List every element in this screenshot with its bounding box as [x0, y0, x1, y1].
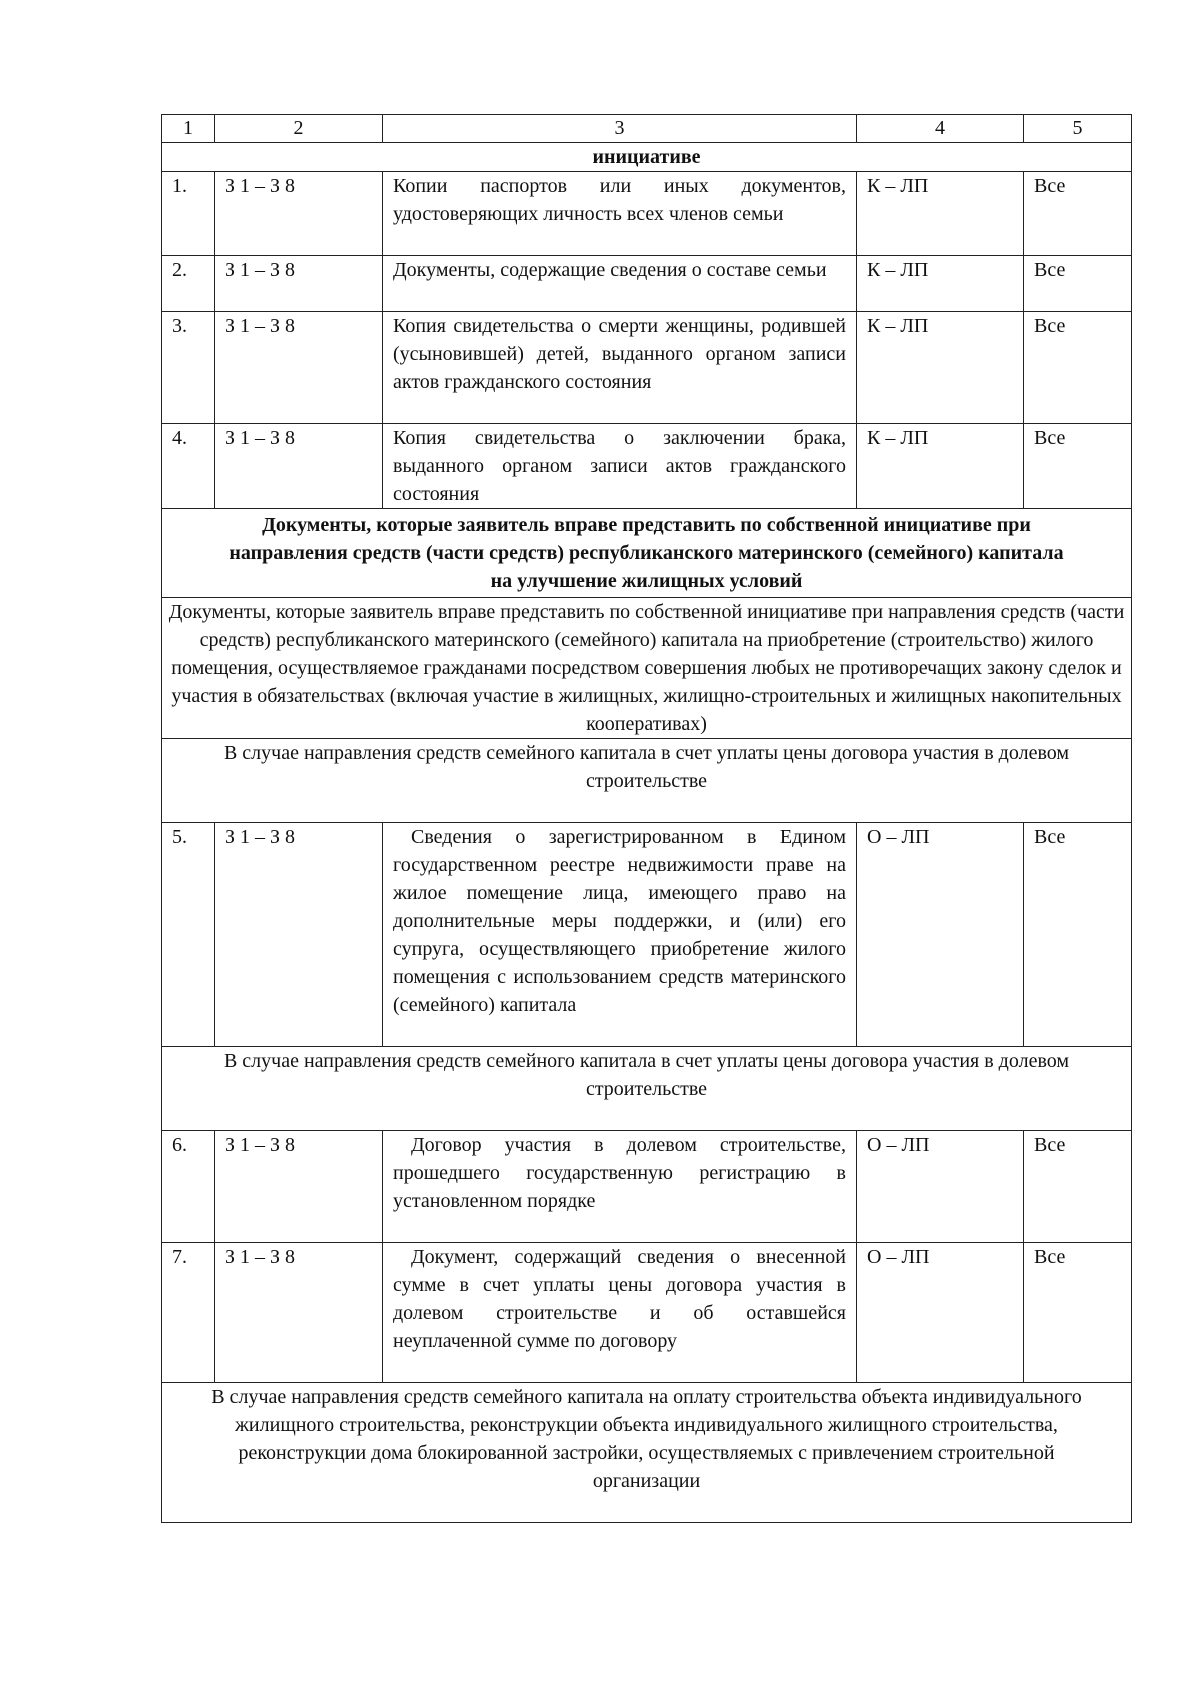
- row-type: К – ЛП: [857, 312, 1024, 424]
- row-type: О – ЛП: [857, 1243, 1024, 1383]
- table-row: [162, 1131, 1132, 1243]
- row-type: К – ЛП: [857, 256, 1024, 312]
- row-code: З 1 – З 8: [215, 823, 383, 1047]
- column-header-row: [162, 115, 1132, 143]
- row-applicants: Все: [1024, 823, 1132, 1047]
- section-row: [162, 739, 1132, 823]
- section-row: [162, 143, 1132, 172]
- column-header: 4: [857, 115, 1024, 143]
- row-applicants: Все: [1024, 1243, 1132, 1383]
- section-row: [162, 1383, 1132, 1523]
- row-code: З 1 – З 8: [215, 424, 383, 509]
- row-number: 1.: [162, 172, 215, 256]
- row-description: Сведения о зарегистрированном в Едином государственном реестре недвижимости праве на жилое помещение лица, имеющего право на дополнительные меры поддержки, и (или) его супруга, осуществляющего приобретение жилого помещения с использованием средств материнского (семейного) капитала: [383, 823, 857, 1047]
- document-table: [161, 114, 1132, 1523]
- section-subheading: В случае направления средств семейного капитала в счет уплаты цены договора участия в долевом строительстве: [162, 739, 1132, 823]
- row-number: 7.: [162, 1243, 215, 1383]
- row-description: Документ, содержащий сведения о внесенной сумме в счет уплаты цены договора участия в долевом строительстве и об оставшейся неуплаченной сумме по договору: [383, 1243, 857, 1383]
- table-row: [162, 823, 1132, 1047]
- row-applicants: Все: [1024, 256, 1132, 312]
- table-row: [162, 256, 1132, 312]
- row-code: З 1 – З 8: [215, 1131, 383, 1243]
- table-row: [162, 424, 1132, 509]
- row-code: З 1 – З 8: [215, 256, 383, 312]
- row-number: 3.: [162, 312, 215, 424]
- row-code: З 1 – З 8: [215, 312, 383, 424]
- row-applicants: Все: [1024, 1131, 1132, 1243]
- row-description: Договор участия в долевом строительстве, прошедшего государственную регистрацию в установленном порядке: [383, 1131, 857, 1243]
- column-header: 2: [215, 115, 383, 143]
- column-header: 3: [383, 115, 857, 143]
- row-description: Копии паспортов или иных документов, удостоверяющих личность всех членов семьи: [383, 172, 857, 256]
- table-row: [162, 172, 1132, 256]
- row-description: Копия свидетельства о смерти женщины, родившей (усыновившей) детей, выданного органом записи актов гражданского состояния: [383, 312, 857, 424]
- column-header: 5: [1024, 115, 1132, 143]
- row-applicants: Все: [1024, 172, 1132, 256]
- row-description: Документы, содержащие сведения о составе семьи: [383, 256, 857, 312]
- row-applicants: Все: [1024, 312, 1132, 424]
- section-row: [162, 509, 1132, 598]
- table-row: [162, 312, 1132, 424]
- row-type: О – ЛП: [857, 1131, 1024, 1243]
- section-row: [162, 1047, 1132, 1131]
- section-heading: Документы, которые заявитель вправе представить по собственной инициативе при направления средств (части средств) республиканского материнского (семейного) капитала на улучшение жилищных условий: [162, 509, 1132, 598]
- row-description: Копия свидетельства о заключении брака, выданного органом записи актов гражданского состояния: [383, 424, 857, 509]
- section-subheading: В случае направления средств семейного капитала в счет уплаты цены договора участия в долевом строительстве: [162, 1047, 1132, 1131]
- section-heading: инициативе: [162, 143, 1132, 172]
- section-row: [162, 598, 1132, 739]
- table-row: [162, 1243, 1132, 1383]
- row-code: З 1 – З 8: [215, 1243, 383, 1383]
- row-applicants: Все: [1024, 424, 1132, 509]
- section-subheading: В случае направления средств семейного капитала на оплату строительства объекта индивидуального жилищного строительства, реконструкции объекта индивидуального жилищного строительства, реконструкции дома блокированной застройки, осуществляемых с привлечением строительной организации: [162, 1383, 1132, 1523]
- row-type: О – ЛП: [857, 823, 1024, 1047]
- row-type: К – ЛП: [857, 172, 1024, 256]
- row-number: 6.: [162, 1131, 215, 1243]
- column-header: 1: [162, 115, 215, 143]
- row-number: 2.: [162, 256, 215, 312]
- row-code: З 1 – З 8: [215, 172, 383, 256]
- row-number: 5.: [162, 823, 215, 1047]
- row-type: К – ЛП: [857, 424, 1024, 509]
- row-number: 4.: [162, 424, 215, 509]
- section-subheading: Документы, которые заявитель вправе представить по собственной инициативе при направления средств (части средств) республиканского материнского (семейного) капитала на приобретение (строительство) жилого помещения, осуществляемое гражданами посредством совершения любых не противоречащих закону сделок и участия в обязательствах (включая участие в жилищных, жилищно-строительных и жилищных накопительных кооперативах): [162, 598, 1132, 739]
